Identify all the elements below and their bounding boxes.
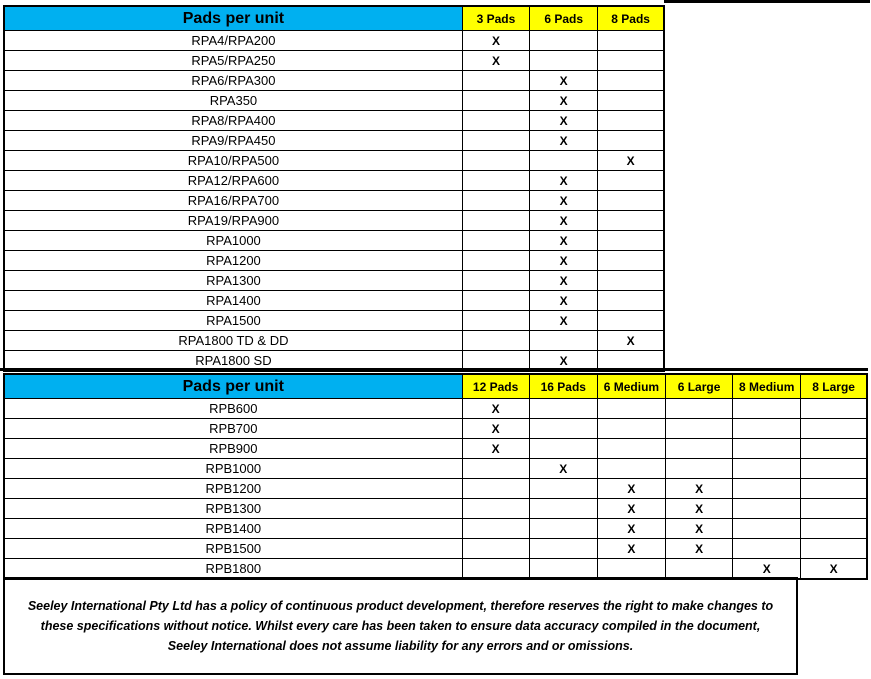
pad-mark-cell: X [597, 539, 665, 559]
pad-mark-cell [733, 459, 801, 479]
pad-mark-cell [597, 419, 665, 439]
model-cell: RPA1400 [4, 291, 462, 311]
pad-mark-cell: X [530, 291, 598, 311]
table-row [4, 331, 664, 351]
pad-mark-cell: X [530, 351, 598, 372]
table-row [4, 131, 664, 151]
pad-mark-cell [598, 231, 664, 251]
disclaimer-text [22, 596, 779, 656]
model-cell: RPB1200 [4, 479, 462, 499]
model-cell: RPB1800 [4, 559, 462, 580]
pad-mark-cell [462, 539, 529, 559]
pad-mark-cell: X [666, 519, 733, 539]
pad-mark-cell [598, 111, 664, 131]
pad-mark-cell [733, 419, 801, 439]
pad-mark-cell [530, 331, 598, 351]
pad-mark-cell [462, 171, 529, 191]
pad-mark-cell: X [462, 31, 529, 51]
pad-mark-cell [801, 519, 867, 539]
pad-mark-cell [801, 439, 867, 459]
table-row [4, 231, 664, 251]
pad-mark-cell: X [530, 111, 598, 131]
pad-mark-cell [733, 479, 801, 499]
pad-mark-cell: X [462, 439, 529, 459]
disclaimer-box [3, 577, 798, 675]
column-header: 6 Large [666, 374, 733, 399]
pad-mark-cell: X [597, 519, 665, 539]
table-title: Pads per unit [4, 374, 462, 399]
header-row [4, 6, 664, 31]
pad-mark-cell: X [597, 499, 665, 519]
pad-mark-cell [666, 559, 733, 580]
disclaimer-line-2: these specifications without notice. Whilst every care has been taken to ensure data accuracy compiled in the document, [40, 619, 761, 633]
model-cell: RPB900 [4, 439, 462, 459]
pad-mark-cell [462, 71, 529, 91]
column-header: 8 Medium [733, 374, 801, 399]
table-row [4, 539, 867, 559]
pad-mark-cell: X [597, 479, 665, 499]
table-row [4, 51, 664, 71]
pad-mark-cell [597, 459, 665, 479]
pad-mark-cell [733, 499, 801, 519]
model-cell: RPA8/RPA400 [4, 111, 462, 131]
model-cell: RPA350 [4, 91, 462, 111]
pad-mark-cell [666, 439, 733, 459]
table-row [4, 459, 867, 479]
pad-mark-cell: X [666, 499, 733, 519]
table-row [4, 479, 867, 499]
table-title: Pads per unit [4, 6, 462, 31]
pad-mark-cell [529, 479, 597, 499]
pad-mark-cell: X [733, 559, 801, 580]
model-cell: RPA1200 [4, 251, 462, 271]
pad-mark-cell [801, 419, 867, 439]
table-row [4, 399, 867, 419]
model-cell: RPA19/RPA900 [4, 211, 462, 231]
disclaimer-line-1: Seeley International Pty Ltd has a policy of continuous product development, therefore reserves the right to make changes to [27, 599, 774, 613]
pad-mark-cell [598, 71, 664, 91]
table-row [4, 439, 867, 459]
rpa-pads-table [3, 5, 665, 372]
table-row [4, 111, 664, 131]
pad-mark-cell [598, 311, 664, 331]
model-cell: RPA10/RPA500 [4, 151, 462, 171]
pad-mark-cell [597, 559, 665, 580]
model-cell: RPB600 [4, 399, 462, 419]
table-row [4, 31, 664, 51]
pad-mark-cell [462, 331, 529, 351]
pad-mark-cell [529, 539, 597, 559]
pad-mark-cell: X [530, 231, 598, 251]
pad-mark-cell: X [801, 559, 867, 580]
pad-mark-cell [598, 91, 664, 111]
pad-mark-cell: X [598, 331, 664, 351]
pad-mark-cell [462, 191, 529, 211]
model-cell: RPA9/RPA450 [4, 131, 462, 151]
model-cell: RPA1000 [4, 231, 462, 251]
model-cell: RPA5/RPA250 [4, 51, 462, 71]
column-header: 8 Pads [598, 6, 664, 31]
pad-mark-cell [530, 151, 598, 171]
pad-mark-cell [598, 211, 664, 231]
pad-mark-cell [529, 399, 597, 419]
pad-mark-cell [733, 539, 801, 559]
model-cell: RPA4/RPA200 [4, 31, 462, 51]
pad-mark-cell: X [530, 311, 598, 331]
pad-mark-cell [530, 31, 598, 51]
table-row [4, 559, 867, 580]
model-cell: RPA1800 SD [4, 351, 462, 372]
pad-mark-cell [462, 459, 529, 479]
pad-mark-cell [462, 499, 529, 519]
pad-mark-cell: X [530, 91, 598, 111]
column-header: 16 Pads [529, 374, 597, 399]
column-header: 8 Large [801, 374, 867, 399]
pad-mark-cell [597, 439, 665, 459]
pad-mark-cell [598, 191, 664, 211]
model-cell: RPB700 [4, 419, 462, 439]
table-row [4, 311, 664, 331]
column-header: 12 Pads [462, 374, 529, 399]
model-cell: RPA16/RPA700 [4, 191, 462, 211]
pad-mark-cell: X [530, 71, 598, 91]
pad-mark-cell [462, 211, 529, 231]
pad-mark-cell [666, 399, 733, 419]
model-cell: RPA6/RPA300 [4, 71, 462, 91]
pad-mark-cell [598, 171, 664, 191]
model-cell: RPB1500 [4, 539, 462, 559]
pad-mark-cell [462, 559, 529, 580]
model-cell: RPB1000 [4, 459, 462, 479]
table-row [4, 419, 867, 439]
pad-mark-cell [462, 251, 529, 271]
pad-mark-cell: X [666, 479, 733, 499]
model-cell: RPA1800 TD & DD [4, 331, 462, 351]
pad-mark-cell [462, 131, 529, 151]
table-separator [0, 368, 868, 371]
column-header: 6 Medium [597, 374, 665, 399]
pad-mark-cell [462, 291, 529, 311]
pad-mark-cell [666, 419, 733, 439]
pad-mark-cell: X [530, 271, 598, 291]
model-cell: RPA1500 [4, 311, 462, 331]
pad-mark-cell [530, 51, 598, 71]
pad-mark-cell: X [462, 399, 529, 419]
pad-mark-cell: X [530, 211, 598, 231]
pad-mark-cell [462, 151, 529, 171]
pad-mark-cell [801, 499, 867, 519]
model-cell: RPB1400 [4, 519, 462, 539]
pad-mark-cell [529, 559, 597, 580]
pad-mark-cell [529, 419, 597, 439]
pad-mark-cell: X [530, 251, 598, 271]
table-row [4, 171, 664, 191]
pad-mark-cell: X [530, 131, 598, 151]
pad-mark-cell [801, 479, 867, 499]
pad-mark-cell [462, 479, 529, 499]
pad-mark-cell: X [598, 151, 664, 171]
header-row [4, 374, 867, 399]
rpb-pads-table [3, 373, 868, 580]
pad-mark-cell [597, 399, 665, 419]
pad-mark-cell [598, 31, 664, 51]
table-row [4, 519, 867, 539]
pad-mark-cell [801, 539, 867, 559]
table-row [4, 191, 664, 211]
pad-mark-cell: X [530, 191, 598, 211]
model-cell: RPA12/RPA600 [4, 171, 462, 191]
pad-mark-cell [801, 399, 867, 419]
pad-mark-cell [801, 459, 867, 479]
table-row [4, 71, 664, 91]
pad-mark-cell [733, 439, 801, 459]
pad-mark-cell [462, 519, 529, 539]
disclaimer-line-3: Seeley International does not assume liability for any errors and or omissions. [167, 639, 634, 653]
table-row [4, 291, 664, 311]
pad-mark-cell [462, 91, 529, 111]
pad-mark-cell [529, 519, 597, 539]
table-row [4, 499, 867, 519]
pad-mark-cell [598, 131, 664, 151]
pad-mark-cell [598, 51, 664, 71]
pad-mark-cell [462, 231, 529, 251]
pad-mark-cell [462, 111, 529, 131]
pad-mark-cell: X [666, 539, 733, 559]
pad-mark-cell [462, 311, 529, 331]
table-row [4, 271, 664, 291]
column-header: 3 Pads [462, 6, 529, 31]
pad-mark-cell [529, 439, 597, 459]
table-row [4, 91, 664, 111]
table-row [4, 211, 664, 231]
model-cell: RPA1300 [4, 271, 462, 291]
column-header: 6 Pads [530, 6, 598, 31]
pad-mark-cell [733, 399, 801, 419]
top-border-line [664, 0, 870, 3]
pad-mark-cell: X [462, 51, 529, 71]
table-row [4, 151, 664, 171]
pad-mark-cell [666, 459, 733, 479]
pad-mark-cell [733, 519, 801, 539]
pad-mark-cell: X [530, 171, 598, 191]
pad-mark-cell: X [529, 459, 597, 479]
pad-mark-cell [598, 251, 664, 271]
pad-mark-cell [462, 271, 529, 291]
model-cell: RPB1300 [4, 499, 462, 519]
pad-mark-cell [598, 271, 664, 291]
pad-mark-cell: X [462, 419, 529, 439]
pad-mark-cell [598, 291, 664, 311]
table-row [4, 251, 664, 271]
pad-mark-cell [529, 499, 597, 519]
